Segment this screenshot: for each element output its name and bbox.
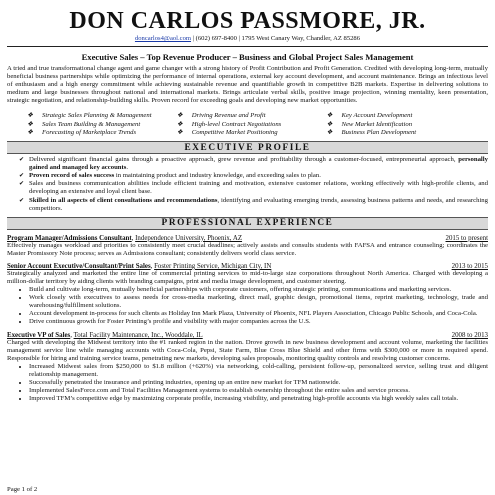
profile-item: ✔ Delivered significant financial gains through a proactive approach, grew revenue and profitability through a customer-focused, entrepreneurial approach, personally gained and managed key accounts.: [19, 156, 488, 172]
job-dates: 2013 to 2015: [451, 262, 488, 270]
job-description: Effectively manages workload and priorities to consistently meet crucial deadlines; actively assists and consults students with FAFSA and entrance counseling; coordinates the Master Promissory Note process; serves as Admissions consultant; consistently delivers world class service.: [7, 241, 488, 257]
candidate-name: DON CARLOS PASSMORE, JR.: [69, 8, 426, 34]
diamond-bullet-icon: ❖: [176, 128, 183, 136]
profile-item: ✔ Skilled in all aspects of client consultations and recommendations, identifying and evaluating emerging trends, assessing business patterns and needs, and researching competitors.: [19, 197, 488, 213]
job-header: Program Manager/Admissions Consultant, Independence University, Phoenix, AZ 2015 to present: [7, 234, 488, 242]
email-link[interactable]: doncarlos4@aol.com: [134, 35, 192, 42]
job-organization: Foster Printing Service, Michigan City, IN: [154, 262, 272, 270]
diamond-bullet-icon: ❖: [176, 120, 183, 128]
page-footer: Page 1 of 2: [7, 486, 38, 493]
section-heading-executive-profile: EXECUTIVE PROFILE: [7, 141, 488, 154]
job-dates: 2015 to present: [445, 234, 488, 242]
skills-grid: [7, 112, 488, 137]
diamond-bullet-icon: ❖: [27, 128, 33, 136]
skill-item: ❖ Key Account Development: [326, 112, 413, 120]
job-bullet: • Successfully penetrated the insurance and printing industries, opening up an entire new market for TFM nationwide.: [29, 379, 488, 387]
job-bullet: • Implemented SalesForce.com and Total Facilities Management systems to establish ownership throughout the entire sales and service process.: [29, 387, 488, 395]
contact-line: [7, 35, 488, 42]
job-title: Executive VP of Sales: [7, 331, 71, 339]
skill-item: ❖ New Market Identification: [326, 120, 413, 128]
skill-item: ❖ Competitive Market Positioning: [176, 128, 278, 136]
job-bullet: • Drive continuous growth for Foster Printing’s profile and visibility with major companies across the U.S.: [29, 318, 488, 326]
section-heading-professional-experience: PROFESSIONAL EXPERIENCE: [7, 217, 488, 230]
skill-item: ❖ Strategic Sales Planning & Management: [27, 112, 152, 120]
profile-item: ✔ Sales and business communication abilities include efficient training and motivation, extensive customer relations, working effectively with high-profile clients, and developing an extensive and loyal client base.: [19, 180, 488, 196]
header-rule: [7, 46, 488, 47]
job-title: Program Manager/Admissions Consultant: [7, 234, 132, 242]
profile-list: [7, 156, 488, 213]
job-organization: Total Facility Maintenance, Inc., Wooddale, IL: [73, 331, 203, 339]
skills-column: [177, 112, 325, 137]
skill-item: ❖ High-level Contract Negotiations: [176, 120, 282, 128]
diamond-bullet-icon: ❖: [326, 128, 333, 136]
job-title: Senior Account Executive/Consultant/Print Sales: [7, 262, 151, 270]
job-bullet: • Work closely with executives to assess needs for cross-media marketing, direct mail, graphic design, promotional items, reprint marketing, technology, trade and warehousing/fulfillment solutions.: [29, 294, 488, 310]
separator: |: [192, 35, 194, 42]
diamond-bullet-icon: ❖: [27, 120, 33, 128]
skills-column: [27, 112, 175, 137]
skill-item: ❖ Sales Team Building & Management: [27, 120, 141, 128]
diamond-bullet-icon: ❖: [326, 112, 333, 120]
skill-item: ❖ Business Plan Development: [326, 128, 417, 136]
job-dates: 2008 to 2013: [451, 331, 488, 339]
job-header: Executive VP of Sales, Total Facility Maintenance, Inc., Wooddale, IL 2008 to 2013: [7, 331, 488, 339]
job-description: Strategically analyzed and marketed the entire line of commercial printing services to mid-to-large size corporations throughout North America. Charged with developing a million-dollar territory by aiding clients with branding campaigns, print and media image development, and customer steering.: [7, 269, 488, 286]
job-bullet: • Build and cultivate long-term, mutually beneficial partnerships with corporate customers, offering strategic printing, communications and marketing services.: [29, 286, 488, 294]
address: 1795 West Canary Way, Chandler, AZ 85286: [241, 35, 361, 42]
diamond-bullet-icon: ❖: [326, 120, 333, 128]
job-organization: Independence University, Phoenix, AZ: [135, 234, 243, 242]
diamond-bullet-icon: ❖: [176, 112, 183, 120]
separator: |: [238, 35, 240, 42]
job-bullet: • Improved TFM’s competitive edge by maximizing corporate profile, increasing visibility, and penetrating high-profile accounts via high weekly sales call totals.: [29, 395, 488, 403]
job-header: Senior Account Executive/Consultant/Print Sales, Foster Printing Service, Michigan City, IN 2013 to 2015: [7, 262, 488, 270]
skill-item: ❖ Driving Revenue and Profit: [176, 112, 266, 120]
phone: (602) 697-8400: [195, 35, 237, 42]
job-bullet: • Increased Midwest sales from $250,000 to $1.8 million (+620%) via networking, cold-calling, persistent follow-up, personalized service, selling trust and diligent relationship management.: [29, 363, 488, 379]
skill-item: ❖ Forecasting of Marketplace Trends: [27, 128, 137, 136]
profile-item: ✔ Proven record of sales success in maintaining product and industry knowledge, and exceeding sales to plan.: [19, 172, 488, 180]
headline: Executive Sales – Top Revenue Producer – Business and Global Project Sales Management: [81, 52, 414, 62]
job-bullets: [7, 286, 488, 326]
skills-column: [327, 112, 475, 137]
job-description: Charged with developing the Midwest territory into the #1 ranked region in the nation. Drove growth in new business development and account volume, marketing the facilities management service line while managing accounts with Coca-Cola, Pepsi, State Farm, Blue Cross Blue Shield and other firms with $300,000 or more in required spend. Responsible for hiring and training service teams, penetrating new markets, developing sales proposals, monitoring quality controls and resolving customer concerns.: [7, 338, 488, 362]
job-bullet: • Account development in-process for such clients as Holiday Inn Mark Plaza, University of Phoenix, NFL Players Association, Chicago Public Schools, and Coca-Cola.: [29, 310, 488, 318]
job-bullets: [7, 363, 488, 403]
diamond-bullet-icon: ❖: [27, 112, 33, 120]
summary-paragraph: A tried and true transformational change agent and game changer with a strong history of Profit Contribution and Profit Generation. Credited with developing long-term, mutually beneficial business partnerships while optimizing the performance of internal operations, external key account development, and account maintenance. Brings an infectious level of enthusiasm and a high energy commitment while achieving sustainable revenue and quantifiable growth in competitive B2B markets. Expertise in delivering solutions to medium and large businesses throughout national and international markets. Brings articulate verbal skills, positive image projection, winning mentality, keen presentation, strategic negotiation, and relationship-building skills. Proven record for exceeding goals and developing new market opportunities.: [7, 65, 488, 105]
